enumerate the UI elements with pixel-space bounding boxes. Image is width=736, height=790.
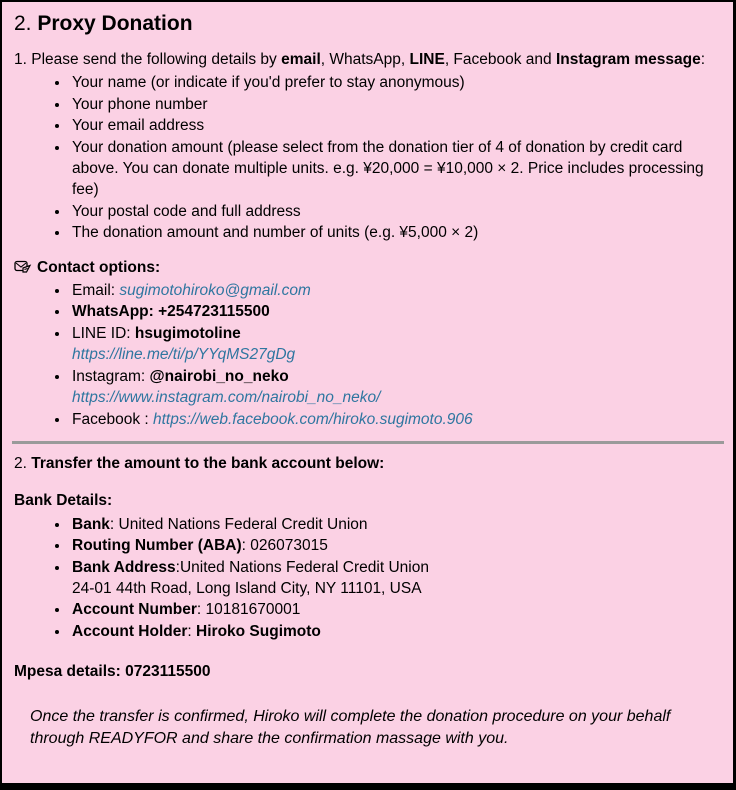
intro-seg: 1. Please send the following details by: [14, 51, 282, 68]
bank-address-sep: :: [175, 558, 180, 576]
intro-seg: , Facebook and: [444, 51, 556, 68]
instagram-label: Instagram:: [72, 367, 150, 385]
bank-item-routing: [70, 535, 733, 556]
intro-paragraph: [14, 49, 717, 70]
contact-list: [2, 280, 733, 430]
instagram-handle: @nairobi_no_neko: [149, 367, 289, 385]
bank-item-bank: [70, 514, 733, 535]
details-list: [2, 72, 733, 243]
list-item: • Your email address: [70, 115, 733, 136]
bank-item-address: [70, 557, 733, 600]
bank-list: [2, 514, 733, 642]
transfer-heading-number: 2.: [14, 454, 32, 472]
transfer-heading-text: Transfer the amount to the bank account below:: [31, 454, 385, 472]
intro-seg-line: LINE: [409, 51, 445, 68]
bank-address-value: United Nations Federal Credit Union: [179, 558, 429, 576]
line-link[interactable]: https://line.me/ti/p/YYqMS27gDg: [72, 346, 296, 364]
bank-details-heading: Bank Details:: [14, 492, 113, 510]
account-holder-value: Hiroko Sugimoto: [196, 622, 321, 640]
routing-sep: :: [241, 537, 251, 555]
list-item: • Your donation amount (please select from the donation tier of 4 of donation by credit card above. You can donate multiple units. e.g. ¥20,000 = ¥10,000 × 2. Price includes processing fee): [70, 137, 733, 201]
list-item: • Your postal code and full address: [70, 201, 733, 222]
routing-label: Routing Number (ABA): [72, 537, 242, 555]
section-divider: [12, 441, 724, 444]
facebook-link[interactable]: https://web.facebook.com/hiroko.sugimoto.906: [153, 410, 473, 428]
facebook-label: Facebook :: [72, 410, 153, 428]
page-title-number: 2.: [14, 12, 32, 35]
contact-item-facebook: [70, 409, 733, 430]
contact-options-heading: [14, 257, 719, 278]
intro-seg-instagram: Instagram message: [555, 51, 701, 68]
list-item: • Your phone number: [70, 94, 733, 115]
bank-sep: :: [109, 515, 119, 533]
list-item: • Your name (or indicate if you'd prefer to stay anonymous): [70, 72, 733, 93]
contact-options-heading-label: Contact options:: [37, 258, 161, 276]
intro-seg: :: [700, 51, 706, 68]
bank-address-line2: 24-01 44th Road, Long Island City, NY 11101, USA: [72, 579, 422, 597]
bank-item-account-holder: [70, 621, 733, 642]
transfer-heading: [14, 453, 719, 474]
intro-seg: , WhatsApp,: [320, 51, 410, 68]
line-id: hsugimotoline: [134, 324, 241, 342]
list-item: • The donation amount and number of units (e.g. ¥5,000 × 2): [70, 222, 733, 243]
account-number-sep: :: [196, 601, 206, 619]
contact-item-line: [70, 323, 733, 366]
page-title-text: Proxy Donation: [37, 12, 193, 35]
contact-item-instagram: [70, 366, 733, 409]
contact-item-whatsapp: • WhatsApp: +254723115500: [70, 301, 733, 322]
footer-note: Once the transfer is confirmed, Hiroko will complete the donation procedure on your behalf through READYFOR and share the confirmation massage with you.: [30, 707, 671, 748]
email-label: Email:: [72, 282, 120, 300]
instagram-link[interactable]: https://www.instagram.com/nairobi_no_neko/: [72, 389, 381, 407]
account-number-value: 10181670001: [205, 601, 301, 619]
bank-label: Bank: [72, 515, 110, 533]
contact-item-email: [70, 280, 733, 301]
account-number-label: Account Number: [72, 601, 197, 619]
intro-seg-email: email: [281, 51, 321, 68]
pen-envelope-icon: [14, 259, 32, 275]
account-holder-sep: :: [187, 622, 197, 640]
email-link[interactable]: sugimotohiroko@gmail.com: [119, 282, 311, 300]
routing-value: 026073015: [250, 537, 328, 555]
account-holder-label: Account Holder: [72, 622, 188, 640]
bank-address-label: Bank Address: [72, 558, 176, 576]
line-label: LINE ID:: [72, 324, 135, 342]
bank-item-account-number: [70, 599, 733, 620]
bank-value: United Nations Federal Credit Union: [118, 515, 368, 533]
mpesa-details: Mpesa details: 0723115500: [14, 663, 211, 681]
page-title: [14, 11, 719, 36]
